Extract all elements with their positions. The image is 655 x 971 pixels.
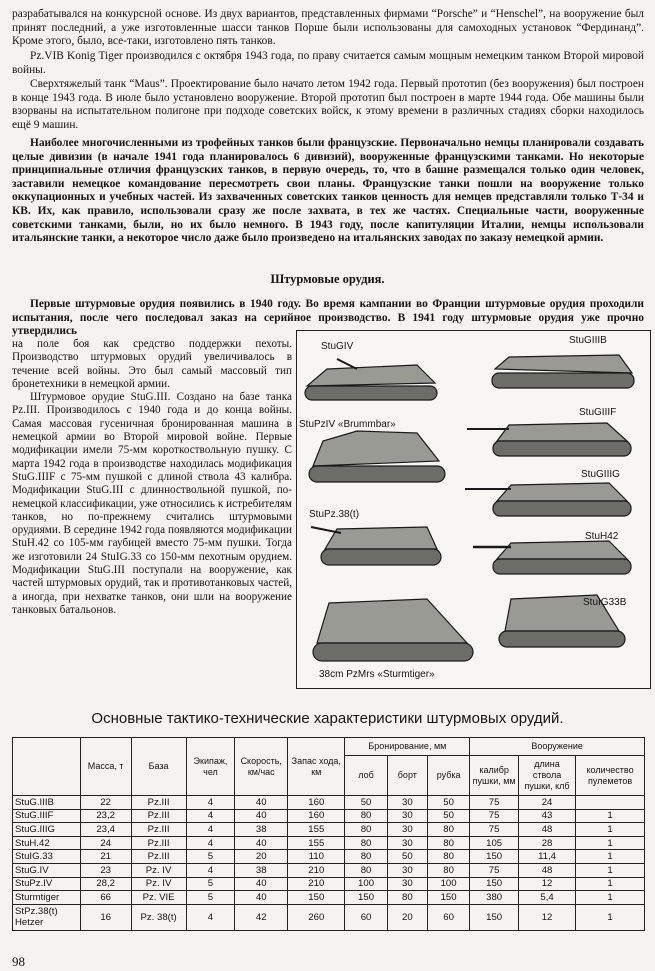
table-cell: 28 [518, 836, 575, 850]
column-paragraph-2: Штурмовое орудие StuG.III. Создано на базе танка Pz.III. Производилось с 1940 года и до конца войны. Самая массовая гусеничная бронированная машина в немецкой армии во Второй мировой войне. Первые модификации имели 75-мм короткоствольную пушку. С марта 1942 года в производстве находилась модификация StuG.IIIF с 75-мм пушкой с длиной ствола 43 калибра. Модификации StuG.III с длинноствольной пушкой, по-немецкой классификации, уже относились к истребителям танков, но по-прежнему считались штурмовыми орудиями. В середине 1942 года появляются модификации StuH.42 со 105-мм гаубицей вместо 75-мм пушки. Тогда же изготовили 24 StuIG.33 со 150-мм пехотным орудием. Модификации StuG.III поступали на вооружение, как частей штурмовых орудий, так и противотанковых частей, а иногда, при нехватке танков, они шли на вооружение танковых батальонов. [12, 391, 292, 616]
table-body [13, 796, 645, 931]
table-cell: 105 [470, 836, 519, 850]
table-cell: 24 [80, 836, 131, 850]
table-cell: 1 [576, 891, 645, 905]
table-row [13, 836, 645, 850]
table-cell: 60 [345, 904, 387, 930]
row-name-cell: Sturmtiger [13, 891, 81, 905]
header-crew: Экипаж, чел [186, 738, 235, 796]
table-cell: 80 [427, 836, 469, 850]
table-cell: 28,2 [80, 877, 131, 891]
table-cell: 5 [186, 891, 235, 905]
table-cell: 30 [387, 823, 427, 837]
table-cell: 150 [345, 891, 387, 905]
stugiiig-drawing [465, 483, 631, 516]
table-cell: 40 [235, 796, 288, 810]
table-cell: 80 [345, 836, 387, 850]
table-cell: 1 [576, 877, 645, 891]
table-cell: 150 [470, 904, 519, 930]
header-barrel: длина ствола пушки, клб [518, 756, 575, 796]
table-cell: 1 [576, 904, 645, 930]
table-cell: 5,4 [518, 891, 575, 905]
stupz38-drawing [311, 527, 441, 565]
paragraph-3: Сверхтяжелый танк “Maus”. Проектирование было начато летом 1942 года. Первый прототип (без вооружения) был построен в конце 1943 года. В июле было установлено вооружение. Второй прототип был построен в марте 1944 года. Обе машины были взорваны на испытательном полигоне при подходе советских войск, к этому времени в различных стадиях сборки находилось ещё 9 машин. [12, 78, 644, 131]
paragraph-1: разрабатывался на конкурсной основе. Из двух вариантов, представленных фирмами “Porsche” и “Henschel”, на вооружение был принят последний, а уже изготовленные шасси танков Порше были использованы для самоходных установок “Фердинанд”. Кроме этого, было, все-таки, изготовлено пять танков. [12, 8, 644, 48]
header-range: Запас хода, км [288, 738, 345, 796]
table-cell: 22 [80, 796, 131, 810]
table-cell: 48 [518, 823, 575, 837]
vehicle-illustration [296, 330, 651, 689]
table-cell: 1 [576, 809, 645, 823]
table-cell: 80 [427, 850, 469, 864]
label-stuh42: StuH42 [585, 531, 619, 542]
table-cell: 30 [387, 809, 427, 823]
label-stupz38: StuPz.38(t) [309, 509, 360, 520]
table-cell: 150 [470, 850, 519, 864]
text-column [12, 338, 292, 617]
table-cell: Pz. IV [131, 877, 186, 891]
header-name [13, 738, 81, 796]
table-cell: Pz.III [131, 796, 186, 810]
table-cell: 110 [288, 850, 345, 864]
table-cell: 20 [235, 850, 288, 864]
label-stugiiib: StuGIIIB [569, 335, 607, 346]
table-cell: 50 [387, 850, 427, 864]
table-cell: 80 [345, 850, 387, 864]
table-cell: 1 [576, 823, 645, 837]
table-cell: 38 [235, 863, 288, 877]
table-row [13, 904, 645, 930]
table-cell: 43 [518, 809, 575, 823]
table-cell: 155 [288, 823, 345, 837]
table-cell: 210 [288, 877, 345, 891]
table-row [13, 891, 645, 905]
table-cell: Pz.III [131, 823, 186, 837]
header-mg: количество пулеметов [576, 756, 645, 796]
header-armor: Бронирование, мм [345, 738, 470, 756]
table-row [13, 809, 645, 823]
table-cell [576, 796, 645, 810]
sturmtiger-drawing [313, 599, 473, 661]
stugiiib-drawing [492, 355, 634, 388]
row-name-cell: StuH.42 [13, 836, 81, 850]
header-speed: Скорость, км/час [235, 738, 288, 796]
paragraph-4: Наиболее многочисленными из трофейных танков были французские. Первоначально немцы планировали создавать целые дивизии (в начале 1941 года планировалось 6 дивизий), вооруженные французскими танками. Но некоторые принципиальные отличия французских танков, в первую очередь, то, что в башне размещался только один человек, заставили немецкое командование пересмотреть свои планы. Французские танки пошли на вооружение только оккупационных и учебных частей. Из захваченных советских танков ценность для немцев представляли только Т-34 и КВ. Их, как правило, использовали сразу же после захвата, в тех же частях. Специальные части, вооруженные советскими танками, были, но их было немного. В 1943 году, после капитуляции Италии, немцы использовали итальянские танки, а некоторое число даже было произведено на итальянских заводах по заказу немецкой армии. [12, 137, 644, 245]
specifications-table [12, 737, 645, 931]
table-row [13, 796, 645, 810]
row-name-cell: StPz.38(t) Hetzer [13, 904, 81, 930]
table-cell: 210 [288, 863, 345, 877]
table-cell: 4 [186, 836, 235, 850]
table-cell: 150 [288, 891, 345, 905]
table-cell: 66 [80, 891, 131, 905]
header-caliber: калибр пушки, мм [470, 756, 519, 796]
paragraph-2: Pz.VIB Konig Tiger производился с октября 1943 года, по праву считается самым мощным немецким танком Второй мировой войны. [12, 50, 644, 76]
row-name-cell: StuIG.33 [13, 850, 81, 864]
table-cell: Pz. VIE [131, 891, 186, 905]
page-number: 98 [12, 954, 25, 969]
table-cell: 4 [186, 809, 235, 823]
label-sturmtiger: 38cm PzMrs «Sturmtiger» [319, 669, 435, 680]
table-cell: Pz.III [131, 850, 186, 864]
stugiiif-drawing [467, 423, 631, 456]
table-row [13, 863, 645, 877]
header-base: База [131, 738, 186, 796]
header-turret: рубка [427, 756, 469, 796]
table-cell: 12 [518, 877, 575, 891]
row-name-cell: StuG.IIIF [13, 809, 81, 823]
row-name-cell: StuPz.IV [13, 877, 81, 891]
table-cell: 40 [235, 836, 288, 850]
table-cell: 48 [518, 863, 575, 877]
table-cell: 40 [235, 877, 288, 891]
stuh42-drawing [473, 541, 631, 574]
table-cell: 4 [186, 796, 235, 810]
table-cell: 80 [345, 863, 387, 877]
row-name-cell: StuG.IV [13, 863, 81, 877]
table-row [13, 850, 645, 864]
table-cell: 1 [576, 836, 645, 850]
table-cell: 100 [427, 877, 469, 891]
table-cell: 42 [235, 904, 288, 930]
table-row [13, 877, 645, 891]
table-cell: 150 [470, 877, 519, 891]
label-brummbar: StuPzIV «Brummbar» [299, 419, 396, 430]
table-cell: 60 [427, 904, 469, 930]
table-cell: 12 [518, 904, 575, 930]
table-cell: 30 [387, 863, 427, 877]
table-cell: 75 [470, 809, 519, 823]
table-cell: Pz. 38(t) [131, 904, 186, 930]
row-name-cell: StuG.IIIB [13, 796, 81, 810]
table-cell: 80 [427, 823, 469, 837]
table-cell: Pz.III [131, 809, 186, 823]
table-cell: 75 [470, 863, 519, 877]
table-cell: 21 [80, 850, 131, 864]
table-cell: 50 [345, 796, 387, 810]
header-mass: Масса, т [80, 738, 131, 796]
table-cell: 30 [387, 836, 427, 850]
table-row [13, 823, 645, 837]
table-cell: 75 [470, 796, 519, 810]
table-title: Основные тактико-технические характеристики штурмовых орудий. [91, 710, 564, 727]
table-cell: 20 [387, 904, 427, 930]
header-armament: Вооружение [470, 738, 645, 756]
intro-paragraph: Первые штурмовые орудия появились в 1940 году. Во время кампании во Франции штурмовые орудия проходили испытания, после чего последовал заказ на серийное производство. В 1941 году штурмовые орудия уже прочно утвердились [12, 298, 644, 338]
table-cell: 380 [470, 891, 519, 905]
table-cell: 4 [186, 863, 235, 877]
label-stug33b: StuIG33B [583, 597, 627, 608]
table-cell: 50 [427, 809, 469, 823]
table-cell: 155 [288, 836, 345, 850]
table-cell: 80 [387, 891, 427, 905]
table-cell: 38 [235, 823, 288, 837]
table-cell: Pz. IV [131, 863, 186, 877]
table-cell: 5 [186, 877, 235, 891]
table-cell: 4 [186, 904, 235, 930]
label-stugiiif: StuGIIIF [579, 407, 617, 418]
section-heading: Штурмовые орудия. [270, 272, 385, 286]
table-cell: 40 [235, 891, 288, 905]
header-front: лоб [345, 756, 387, 796]
table-cell: 30 [387, 877, 427, 891]
row-name-cell: StuG.IIIG [13, 823, 81, 837]
label-stugiv: StuGIV [321, 341, 354, 352]
table-cell: 24 [518, 796, 575, 810]
table-cell: 23,2 [80, 809, 131, 823]
table-cell: 16 [80, 904, 131, 930]
stugiv-drawing [305, 359, 437, 400]
table-cell: 50 [427, 796, 469, 810]
table-cell: 40 [235, 809, 288, 823]
table-cell: 30 [387, 796, 427, 810]
table-cell: 75 [470, 823, 519, 837]
table-cell: 80 [345, 809, 387, 823]
column-paragraph-1: на поле боя как средство поддержки пехоты. Производство штурмовых орудий увеличивалось в течение всей войны. Это был самый массовый тип бронетехники в немецкой армии. [12, 338, 292, 390]
label-stugiiig: StuGIIIG [581, 469, 620, 480]
table-cell: 150 [427, 891, 469, 905]
table-cell: 160 [288, 796, 345, 810]
table-cell: 100 [345, 877, 387, 891]
table-cell: 5 [186, 850, 235, 864]
table-cell: 4 [186, 823, 235, 837]
table-cell: 1 [576, 863, 645, 877]
header-side: борт [387, 756, 427, 796]
table-cell: 1 [576, 850, 645, 864]
table-cell: 11,4 [518, 850, 575, 864]
table-cell: 80 [427, 863, 469, 877]
table-cell: 23 [80, 863, 131, 877]
table-cell: 80 [345, 823, 387, 837]
brummbar-drawing [309, 431, 445, 482]
table-cell: 260 [288, 904, 345, 930]
table-cell: Pz.III [131, 836, 186, 850]
table-cell: 23,4 [80, 823, 131, 837]
table-cell: 160 [288, 809, 345, 823]
